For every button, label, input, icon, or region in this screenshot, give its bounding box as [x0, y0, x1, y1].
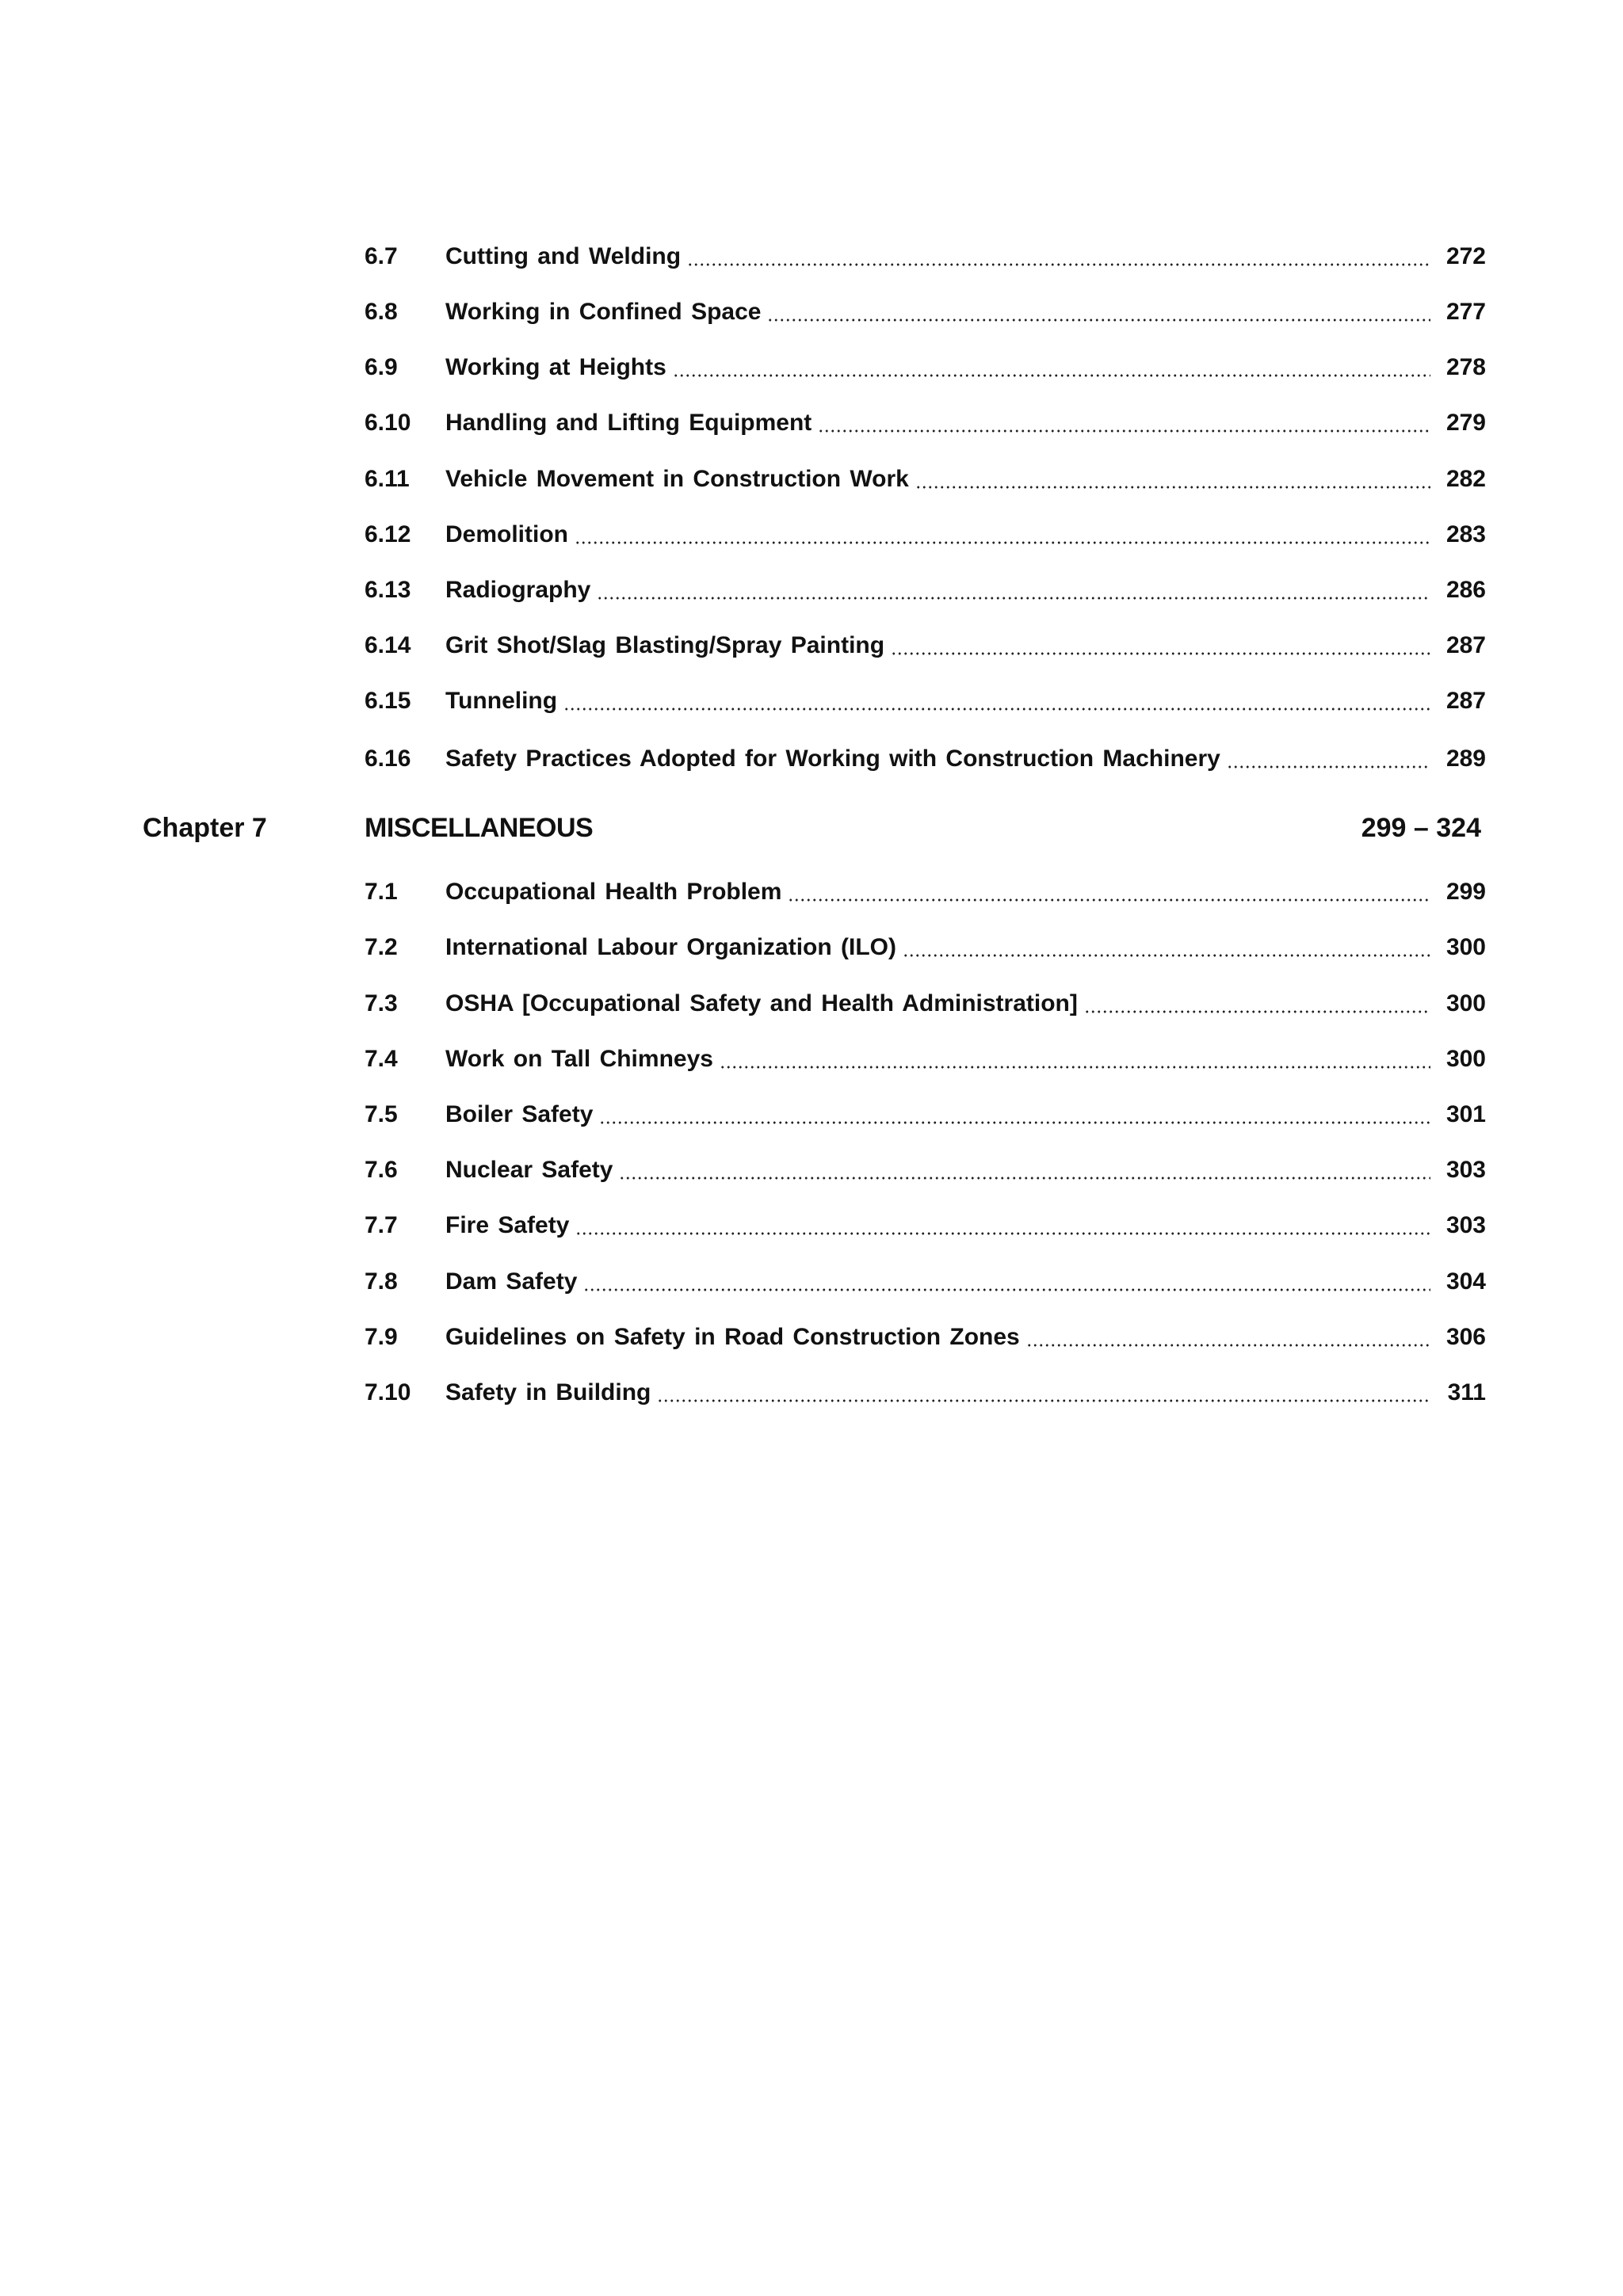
dot-leader	[1026, 1344, 1430, 1347]
toc-entry-number: 6.9	[365, 354, 398, 380]
toc-entry-title: Cutting and Welding	[445, 243, 682, 269]
dot-leader	[619, 1177, 1430, 1180]
toc-entry-page: 303	[1445, 1212, 1486, 1238]
toc-entry-number: 7.5	[365, 1101, 398, 1127]
dot-leader	[599, 1121, 1430, 1124]
toc-entry-number: 6.13	[365, 577, 411, 603]
toc-entry-title: Working at Heights	[445, 354, 666, 380]
toc-entry-title: Grit Shot/Slag Blasting/Spray Painting	[445, 632, 885, 658]
toc-entry-title: Safety in Building	[445, 1379, 651, 1405]
toc-entry-page: 301	[1445, 1101, 1486, 1127]
chapter-label: Chapter 7	[143, 813, 267, 843]
toc-entry-number: 6.11	[365, 466, 410, 492]
toc-entry-page: 300	[1445, 934, 1486, 960]
toc-entry-page: 303	[1445, 1157, 1486, 1183]
toc-entry-title: Radiography	[445, 577, 591, 603]
toc-entry-number: 7.9	[365, 1324, 398, 1350]
toc-entry-number: 6.7	[365, 243, 398, 269]
dot-leader	[1084, 1010, 1430, 1013]
toc-entry-number: 7.7	[365, 1212, 398, 1238]
chapter-title: MISCELLANEOUS	[365, 813, 594, 843]
toc-entry-page: 277	[1445, 299, 1486, 325]
toc-entry-page: 311	[1447, 1379, 1486, 1405]
toc-entry-6-12	[365, 516, 1486, 554]
toc-entry-title: Dam Safety	[445, 1268, 578, 1295]
toc-entry-6-9	[365, 349, 1486, 387]
toc-entry-page: 300	[1445, 990, 1486, 1016]
toc-entry-7-7	[365, 1207, 1486, 1245]
dot-leader	[597, 597, 1430, 600]
toc-entry-page: 306	[1445, 1324, 1486, 1350]
toc-entry-title: Boiler Safety	[445, 1101, 594, 1127]
toc-entry-title: Handling and Lifting Equipment	[445, 410, 812, 436]
toc-entry-title: Working in Confined Space	[445, 299, 762, 325]
toc-entry-page: 299	[1445, 879, 1486, 905]
dot-leader	[575, 541, 1430, 544]
toc-entry-number: 6.12	[365, 521, 411, 547]
toc-entry-7-9	[365, 1318, 1486, 1356]
toc-entry-7-3	[365, 985, 1486, 1023]
dot-leader	[673, 374, 1430, 377]
toc-entry-page: 278	[1445, 354, 1486, 380]
toc-entry-6-14	[365, 627, 1486, 665]
toc-entry-number: 7.3	[365, 990, 398, 1016]
toc-entry-number: 7.1	[365, 879, 398, 905]
toc-entry-page: 283	[1445, 521, 1486, 547]
toc-entry-page: 304	[1445, 1268, 1486, 1295]
toc-entry-page: 289	[1445, 746, 1486, 772]
toc-entry-page: 286	[1445, 577, 1486, 603]
dot-leader	[657, 1399, 1430, 1402]
toc-entry-page: 287	[1445, 688, 1486, 714]
toc-entry-7-10	[365, 1374, 1486, 1412]
dot-leader	[788, 898, 1430, 902]
toc-entry-title: Tunneling	[445, 688, 558, 714]
toc-entry-page: 272	[1445, 243, 1486, 269]
toc-entry-6-8	[365, 293, 1486, 331]
toc-entry-6-7	[365, 238, 1486, 276]
dot-leader	[891, 652, 1430, 655]
toc-entry-number: 7.2	[365, 934, 398, 960]
toc-entry-title: OSHA [Occupational Safety and Health Administration]	[445, 990, 1078, 1016]
toc-entry-7-1	[365, 873, 1486, 911]
toc-entry-number: 7.4	[365, 1046, 398, 1072]
dot-leader	[1227, 765, 1430, 769]
toc-entry-number: 7.10	[365, 1379, 411, 1405]
dot-leader	[720, 1066, 1430, 1069]
toc-entry-title: Guidelines on Safety in Road Construction Zones	[445, 1324, 1020, 1350]
dot-leader	[903, 954, 1430, 957]
toc-entry-7-4	[365, 1040, 1486, 1078]
toc-entry-7-6	[365, 1151, 1486, 1189]
toc-entry-title: Occupational Health Problem	[445, 879, 782, 905]
dot-leader	[563, 707, 1430, 711]
toc-entry-number: 7.8	[365, 1268, 398, 1295]
toc-entry-page: 282	[1445, 466, 1486, 492]
toc-entry-page: 279	[1445, 410, 1486, 436]
toc-entry-6-15	[365, 682, 1486, 720]
toc-entry-6-10	[365, 404, 1486, 442]
toc-entry-number: 6.8	[365, 299, 398, 325]
toc-entry-7-8	[365, 1263, 1486, 1301]
toc-entry-number: 6.10	[365, 410, 411, 436]
dot-leader	[767, 318, 1430, 322]
toc-entry-title: Fire Safety	[445, 1212, 570, 1238]
dot-leader	[687, 263, 1430, 266]
chapter-page-range: 299 – 324	[1361, 813, 1481, 843]
dot-leader	[818, 429, 1430, 433]
toc-entry-page: 300	[1445, 1046, 1486, 1072]
toc-entry-title: Nuclear Safety	[445, 1157, 613, 1183]
toc-entry-7-5	[365, 1096, 1486, 1134]
toc-entry-title: International Labour Organization (ILO)	[445, 934, 896, 960]
dot-leader	[583, 1288, 1430, 1291]
toc-entry-page: 287	[1445, 632, 1486, 658]
toc-entry-6-13	[365, 571, 1486, 609]
toc-entry-7-2	[365, 929, 1486, 967]
toc-entry-title: Work on Tall Chimneys	[445, 1046, 713, 1072]
toc-entry-number: 6.14	[365, 632, 411, 658]
dot-leader	[915, 486, 1430, 489]
dot-leader	[575, 1232, 1430, 1235]
toc-entry-number: 6.16	[365, 746, 411, 772]
toc-entry-number: 7.6	[365, 1157, 398, 1183]
toc-entry-title: Safety Practices Adopted for Working with Construction Machinery	[445, 746, 1220, 772]
toc-entry-6-16	[365, 740, 1486, 778]
toc-entry-6-11	[365, 460, 1486, 498]
toc-entry-title: Vehicle Movement in Construction Work	[445, 466, 909, 492]
chapter-heading	[143, 808, 1486, 848]
toc-entry-number: 6.15	[365, 688, 411, 714]
toc-entry-title: Demolition	[445, 521, 568, 547]
